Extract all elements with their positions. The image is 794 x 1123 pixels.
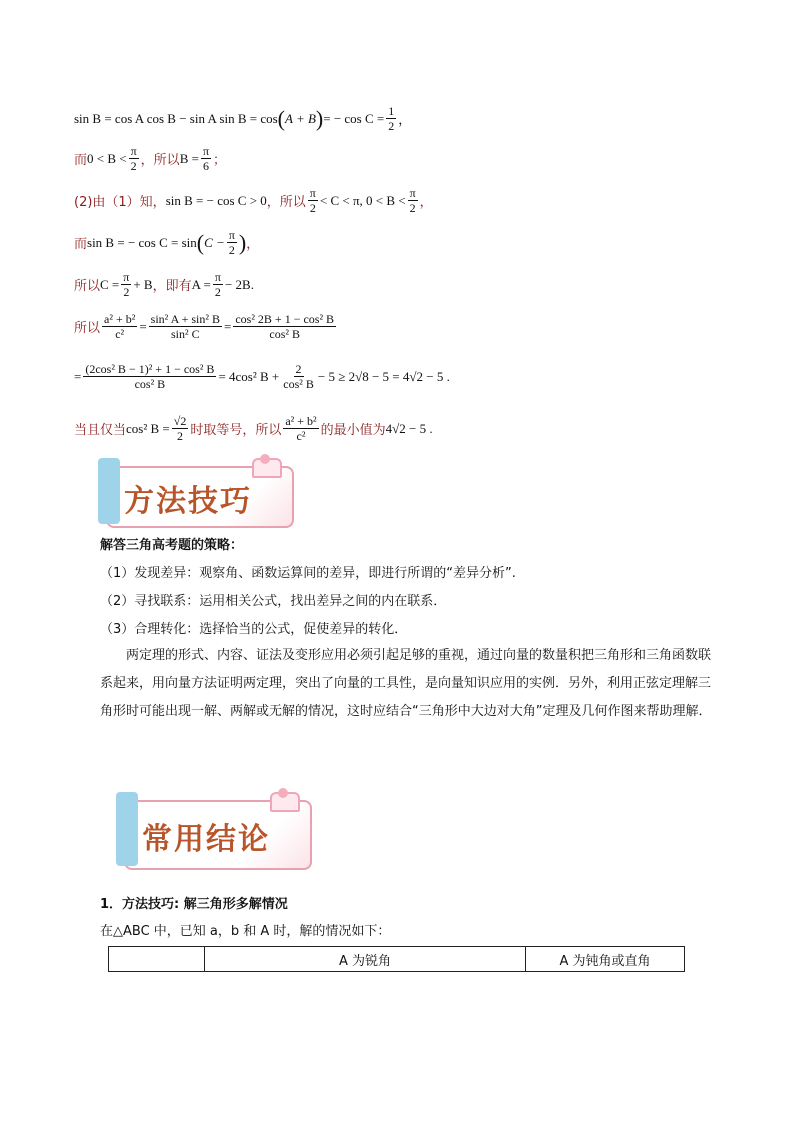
solution-line-3 (74, 186, 433, 215)
line5-prefix: 所以 (74, 279, 101, 294)
solution-line-4 (74, 228, 259, 257)
tips-heading: 解答三角高考题的策略： (100, 538, 244, 553)
line1-tail: ， (398, 112, 412, 127)
line1-fraction: $\frac{1}{2}$ (388, 104, 395, 133)
line2-fraction-2: $\frac{\pi}{6}$ (202, 144, 210, 173)
solutions-table (108, 946, 685, 972)
line1-rhs: = − cos C = (323, 110, 385, 126)
line7-tail: − 5 ≥ 2√8 − 5 = 4√2 − 5 . (317, 368, 450, 384)
line3-prefix: (2)由（1）知， (74, 195, 166, 210)
tips-item-2: （2）寻找联系：运用相关公式，找出差异之间的内在联系． (100, 594, 447, 609)
line3-fraction-2: $\frac{\pi}{2}$ (409, 186, 416, 215)
solution-line-5 (74, 270, 254, 299)
solution-line-8 (74, 414, 433, 443)
line4-math1: sin B = − cos C = sin (87, 234, 197, 250)
line5-math3: A = (191, 276, 211, 292)
table-header-acute: A 为锐角 (205, 947, 526, 972)
line6-eq-2: = (223, 318, 232, 334)
clip-bead-icon (260, 454, 270, 464)
line8-tail: 4√2 − 5 . (385, 420, 433, 436)
line4-tail: ， (246, 237, 260, 252)
clip-bead-icon (278, 788, 288, 798)
table-header-empty (109, 947, 205, 972)
line5-mid: ，即有 (152, 279, 192, 294)
line6-fraction-1: $\frac{\text{a² + b²}}{\text{c²}}$ (104, 312, 136, 341)
line7-mid: = 4cos² B + (218, 368, 280, 384)
line8-prefix: 当且仅当 (74, 423, 127, 438)
line3-fraction-1: $\frac{\pi}{2}$ (309, 186, 316, 215)
line5-tail: . (250, 276, 254, 292)
line8-mid2: 的最小值为 (320, 423, 386, 438)
line5-math1: C = (100, 276, 120, 292)
tips-paragraph: 两定理的形式、内容、证法及变形应用必须引起足够的重视，通过向量的数量积把三角形和三角函数联系起来，用向量方法证明两定理，突出了向量的工具性，是向量知识应用的实例．另外，利用正弦定理解三角形时可能出现一解、两解或无解的情况，这时应结合“三角形中大边对大角”定理及几何作图来帮助理解． (100, 648, 712, 719)
banner-accent (116, 792, 138, 866)
line6-prefix: 所以 (74, 321, 101, 336)
line4-fraction: $\frac{\pi}{2}$ (228, 228, 235, 257)
solution-line-6 (74, 312, 338, 341)
tips-item-3: （3）合理转化：选择恰当的公式，促使差异的转化． (100, 622, 408, 637)
solution-line-2 (74, 144, 226, 173)
paren-open: ( (277, 105, 285, 131)
banner-title: 方法技巧 (124, 484, 252, 519)
line2-fraction-1: $\frac{\pi}{2}$ (130, 144, 137, 173)
line8-mid: 时取等号，所以 (190, 423, 282, 438)
conclusion-intro: 在△ABC 中，已知 a，b 和 A 时，解的情况如下： (100, 924, 391, 939)
line8-math1: cos² B = (126, 420, 170, 436)
line7-fraction-1: $\frac{\text{(2cos² B − 1)² + 1 − cos² B}}{\text{cos² B}}$ (85, 362, 215, 391)
line4-paren-a: C − (204, 234, 225, 250)
line5-math4: − 2B (224, 276, 251, 292)
paren-close: ) (238, 229, 247, 255)
line7-eq: = (74, 368, 82, 384)
line2-mid: ，所以 (140, 153, 180, 168)
line2-math2: B = (179, 150, 199, 166)
conclusion-heading: 1．方法技巧: 解三角形多解情况 (100, 897, 288, 912)
paren-open: ( (196, 229, 205, 255)
line3-math2: < C < π, 0 < B < (319, 192, 406, 208)
line7-fraction-2: $\frac{2}{\text{cos² B}}$ (283, 362, 314, 391)
line1-lhs: sin B = cos A cos B − sin A sin B = cos (74, 110, 278, 126)
line2-prefix: 而 (74, 153, 88, 168)
table-header-obtuse: A 为钝角或直角 (526, 947, 685, 972)
line1-paren-content: A + B (285, 110, 316, 126)
solution-line-7 (74, 362, 450, 391)
line3-mid: ，所以 (266, 195, 306, 210)
line4-prefix: 而 (74, 237, 88, 252)
line3-tail: ， (419, 195, 433, 210)
paren-close: ) (315, 105, 324, 131)
solution-line-1 (74, 104, 411, 133)
line2-tail: ； (213, 153, 227, 168)
table-header-row (109, 947, 685, 972)
line6-eq-1: = (139, 318, 147, 334)
line3-math1: sin B = − cos C > 0 (165, 192, 267, 208)
line2-math1: 0 < B < (87, 150, 127, 166)
line5-fraction-1: $\frac{\pi}{2}$ (123, 270, 130, 299)
line8-fraction-1: $\frac{√2}{2}$ (173, 414, 187, 443)
line6-fraction-3: $\frac{\text{cos² 2B + 1 − cos² B}}{\text{cos² B}}$ (235, 312, 335, 341)
banner-title: 常用结论 (142, 822, 270, 857)
banner-accent (98, 458, 120, 524)
common-conclusions-banner (118, 792, 328, 870)
method-tips-banner (100, 458, 310, 530)
line6-fraction-2: $\frac{\text{sin² A + sin² B}}{\text{sin² C}}$ (150, 312, 220, 341)
line5-fraction-2: $\frac{\pi}{2}$ (214, 270, 221, 299)
tips-item-1: （1）发现差异：观察角、函数运算间的差异，即进行所谓的“差异分析”. (100, 566, 516, 581)
line5-math2: + B (133, 276, 153, 292)
line8-fraction-2: $\frac{\text{a² + b²}}{\text{c²}}$ (285, 414, 317, 443)
